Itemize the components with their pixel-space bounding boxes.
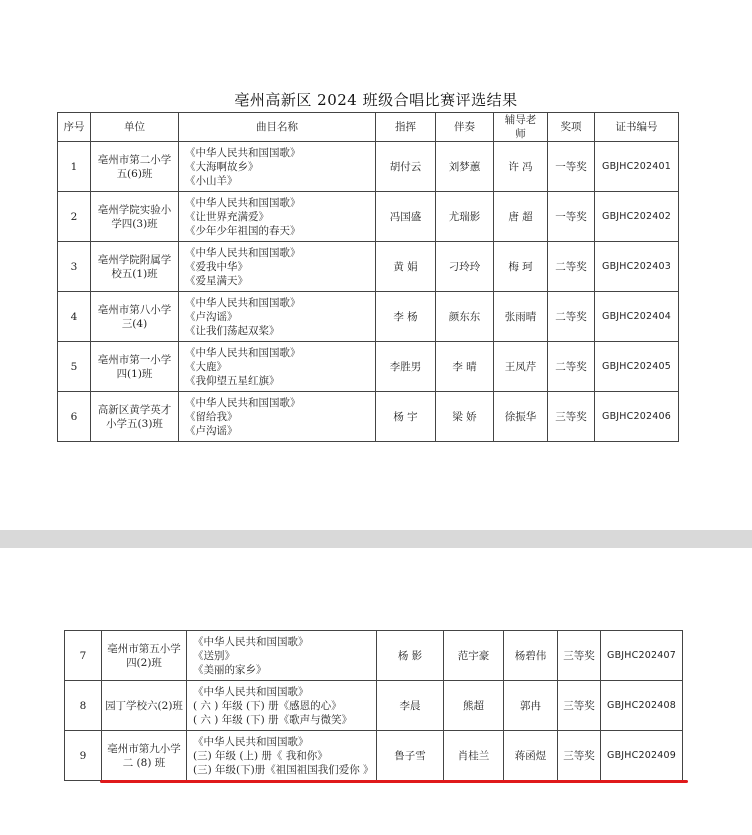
- song-title: 《卢沟谣》: [185, 424, 238, 437]
- header-cert: 证书编号: [595, 113, 679, 142]
- row-cert: GBJHC202401: [595, 142, 679, 192]
- row-tutor: 徐振华: [494, 392, 548, 442]
- row-index: 6: [58, 392, 91, 442]
- row-conductor: 李晨: [377, 681, 444, 731]
- song-title: 《爱我中华》: [185, 260, 248, 273]
- row-index: 3: [58, 242, 91, 292]
- row-songs: [179, 342, 376, 392]
- row-songs: [179, 392, 376, 442]
- song-title: 《中华人民共和国国歌》: [193, 635, 309, 648]
- table-row: [65, 631, 683, 681]
- row-songs: [187, 681, 377, 731]
- table-body-continued: [65, 631, 683, 781]
- header-tutor: 辅导老师: [494, 113, 548, 142]
- header-index: 序号: [58, 113, 91, 142]
- row-accompanist: 肖桂兰: [444, 731, 504, 781]
- row-conductor: 杨 宇: [376, 392, 436, 442]
- table-body: [58, 142, 679, 442]
- row-tutor: 唐 超: [494, 192, 548, 242]
- red-underline-mark: [100, 780, 688, 783]
- row-award: 一等奖: [548, 142, 595, 192]
- row-award: 三等奖: [558, 631, 601, 681]
- row-cert: GBJHC202402: [595, 192, 679, 242]
- row-songs: [179, 192, 376, 242]
- row-songs: [179, 142, 376, 192]
- results-table-continued: [64, 630, 683, 781]
- song-title: (三) 年级 (上) 册《 我和你》: [193, 749, 328, 762]
- row-conductor: 冯国盛: [376, 192, 436, 242]
- song-title: ( 六 ) 年级 (下) 册《歌声与微笑》: [193, 713, 353, 726]
- table-row: [65, 731, 683, 781]
- table-row: [58, 142, 679, 192]
- song-title: 《小山羊》: [185, 174, 238, 187]
- row-unit: 亳州市第九小学二 (8) 班: [102, 731, 187, 781]
- song-title: 《留给我》: [185, 410, 238, 423]
- row-cert: GBJHC202409: [601, 731, 683, 781]
- row-accompanist: 尤瑞影: [436, 192, 494, 242]
- row-conductor: 鲁子雪: [377, 731, 444, 781]
- song-title: 《中华人民共和国国歌》: [185, 196, 301, 209]
- header-unit: 单位: [91, 113, 179, 142]
- row-conductor: 李 杨: [376, 292, 436, 342]
- row-conductor: 黄 娟: [376, 242, 436, 292]
- row-unit: 亳州市第五小学四(2)班: [102, 631, 187, 681]
- table-row: [65, 681, 683, 731]
- song-title: ( 六 ) 年级 (下) 册《感恩的心》: [193, 699, 342, 712]
- song-title: 《大鹿》: [185, 360, 227, 373]
- song-title: 《大海啊故乡》: [185, 160, 259, 173]
- row-tutor: 郭冉: [504, 681, 558, 731]
- table-row: [58, 292, 679, 342]
- song-title: 《中华人民共和国国歌》: [185, 346, 301, 359]
- row-cert: GBJHC202406: [595, 392, 679, 442]
- row-award: 三等奖: [558, 681, 601, 731]
- row-tutor: 张雨晴: [494, 292, 548, 342]
- song-title: 《中华人民共和国国歌》: [193, 685, 309, 698]
- row-index: 2: [58, 192, 91, 242]
- row-tutor: 许 冯: [494, 142, 548, 192]
- row-cert: GBJHC202407: [601, 631, 683, 681]
- table-row: [58, 392, 679, 442]
- row-tutor: 杨碧伟: [504, 631, 558, 681]
- document-title: 亳州高新区 2024 班级合唱比赛评选结果: [234, 91, 518, 109]
- table-row: [58, 342, 679, 392]
- row-index: 7: [65, 631, 102, 681]
- row-conductor: 李胜男: [376, 342, 436, 392]
- row-index: 5: [58, 342, 91, 392]
- song-title: 《让我们荡起双桨》: [185, 324, 280, 337]
- row-accompanist: 梁 娇: [436, 392, 494, 442]
- song-title: (三) 年级(下)册《祖国祖国我们爱你 》: [193, 763, 374, 776]
- row-unit: 亳州市第八小学三(4): [91, 292, 179, 342]
- song-title: 《我仰望五星红旗》: [185, 374, 280, 387]
- header-accompanist: 伴奏: [436, 113, 494, 142]
- row-award: 三等奖: [558, 731, 601, 781]
- song-title: 《卢沟谣》: [185, 310, 238, 323]
- song-title: 《中华人民共和国国歌》: [193, 735, 309, 748]
- song-title: 《送别》: [193, 649, 235, 662]
- song-title: 《中华人民共和国国歌》: [185, 296, 301, 309]
- row-award: 二等奖: [548, 242, 595, 292]
- row-award: 二等奖: [548, 342, 595, 392]
- song-title: 《中华人民共和国国歌》: [185, 146, 301, 159]
- row-songs: [179, 242, 376, 292]
- row-conductor: 杨 影: [377, 631, 444, 681]
- row-songs: [187, 731, 377, 781]
- results-table: [57, 112, 679, 442]
- row-accompanist: 熊超: [444, 681, 504, 731]
- row-index: 8: [65, 681, 102, 731]
- row-accompanist: 李 晴: [436, 342, 494, 392]
- row-tutor: 梅 珂: [494, 242, 548, 292]
- row-songs: [187, 631, 377, 681]
- song-title: 《美丽的家乡》: [193, 663, 267, 676]
- row-tutor: 王凤芹: [494, 342, 548, 392]
- row-unit: 亳州学院实验小学四(3)班: [91, 192, 179, 242]
- row-unit: 园丁学校六(2)班: [102, 681, 187, 731]
- page-2: [0, 548, 752, 835]
- row-cert: GBJHC202404: [595, 292, 679, 342]
- row-cert: GBJHC202405: [595, 342, 679, 392]
- row-accompanist: 颜东东: [436, 292, 494, 342]
- row-tutor: 蒋函煜: [504, 731, 558, 781]
- row-award: 二等奖: [548, 292, 595, 342]
- row-cert: GBJHC202408: [601, 681, 683, 731]
- row-award: 三等奖: [548, 392, 595, 442]
- row-unit: 亳州学院附属学校五(1)班: [91, 242, 179, 292]
- row-index: 4: [58, 292, 91, 342]
- table-header-row: [58, 113, 679, 142]
- header-award: 奖项: [548, 113, 595, 142]
- row-conductor: 胡付云: [376, 142, 436, 192]
- song-title: 《中华人民共和国国歌》: [185, 396, 301, 409]
- row-songs: [179, 292, 376, 342]
- row-index: 9: [65, 731, 102, 781]
- table-row: [58, 192, 679, 242]
- row-cert: GBJHC202403: [595, 242, 679, 292]
- row-accompanist: 范宇豪: [444, 631, 504, 681]
- song-title: 《让世界充满爱》: [185, 210, 269, 223]
- row-accompanist: 刁玲玲: [436, 242, 494, 292]
- table-row: [58, 242, 679, 292]
- row-unit: 高新区黄学英才小学五(3)班: [91, 392, 179, 442]
- row-unit: 亳州市第二小学五(6)班: [91, 142, 179, 192]
- row-unit: 亳州市第一小学四(1)班: [91, 342, 179, 392]
- song-title: 《中华人民共和国国歌》: [185, 246, 301, 259]
- song-title: 《少年少年祖国的春天》: [185, 224, 301, 237]
- header-conductor: 指挥: [376, 113, 436, 142]
- song-title: 《爱星满天》: [185, 274, 248, 287]
- header-songs: 曲目名称: [179, 113, 376, 142]
- row-award: 一等奖: [548, 192, 595, 242]
- row-accompanist: 刘梦蕙: [436, 142, 494, 192]
- row-index: 1: [58, 142, 91, 192]
